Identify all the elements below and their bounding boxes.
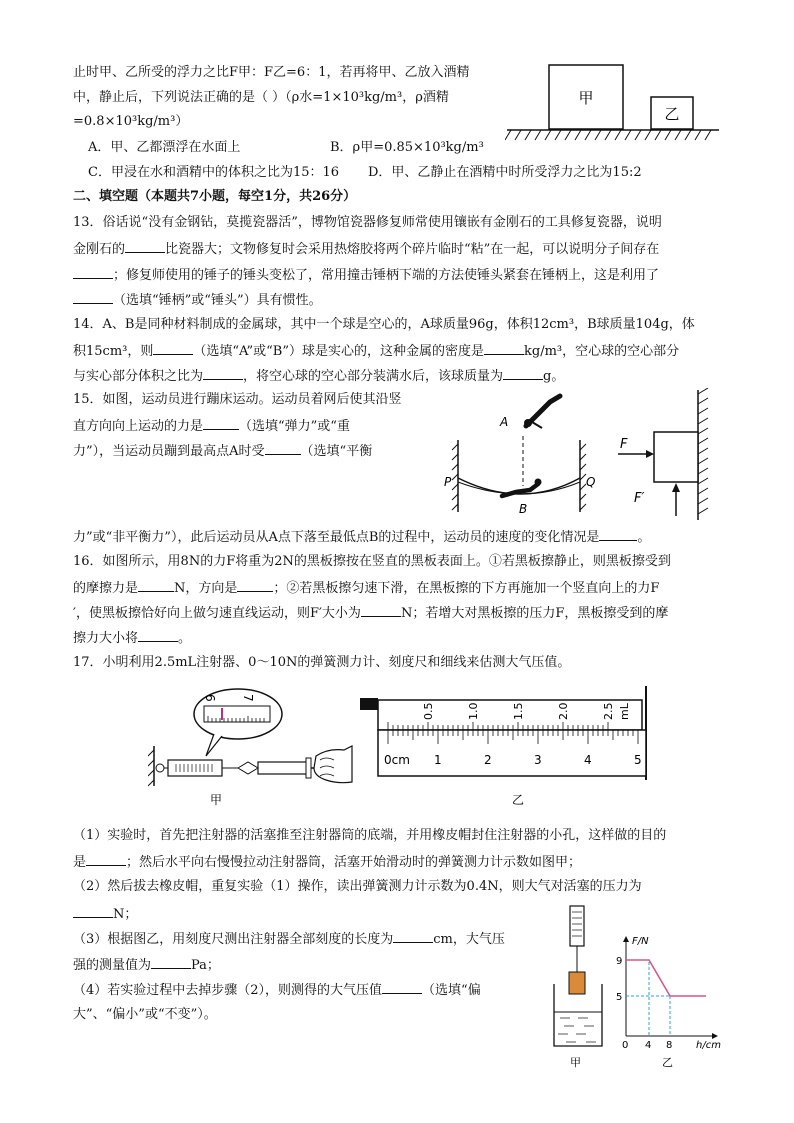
q12-line3: =0.8×10³kg/m³）	[73, 114, 189, 129]
ml-tick-2-0: 2.0	[557, 702, 570, 720]
q17-part4-line1: （4）若实验过程中去掉步骤（2），则测得的大气压值 （选填“偏	[73, 980, 481, 1000]
point-a-label: A	[500, 415, 509, 429]
q14-line1: 14．A、B是同种材料制成的金属球，其中一个球是空心的，A球质量96g，体积12cm³，B球质量104g，体	[73, 317, 695, 332]
q13-line3: ；修复师使用的锤子的锤头变松了，常用撞击锤柄下端的方法使锤头紧套在锤柄上，这是利用了	[73, 265, 659, 285]
ruler-label-3: 3	[534, 753, 542, 767]
ruler-label-5: 5	[634, 753, 642, 767]
q17-blank4[interactable]	[151, 955, 191, 969]
q16-blank1[interactable]	[138, 578, 174, 592]
ruler-label-1: 1	[434, 753, 442, 767]
point-b-label: B	[519, 502, 528, 516]
q15-line1: 15．如图，运动员进行蹦床运动。运动员着网后使其沿竖	[73, 392, 402, 407]
q12-option-d: D．甲、乙静止在酒精中时所受浮力之比为15:2	[368, 165, 642, 180]
q12-line1: 止时甲、乙所受的浮力之比F甲：F乙=6：1，若再将甲、乙放入酒精	[73, 65, 470, 80]
ml-tick-1-0: 1.0	[467, 702, 480, 720]
q12-blocks-figure	[505, 64, 721, 146]
q17-blank3[interactable]	[393, 929, 433, 943]
figure-jia-caption: 甲	[210, 793, 223, 807]
graph-x-tick-0: 0	[622, 1040, 629, 1051]
graph-fig-yi-caption: 乙	[662, 1056, 673, 1069]
q13-blank3[interactable]	[73, 290, 113, 304]
q16-line1: 16．如图所示，用8N的力F将重为2N的黑板擦按在竖直的黑板表面上。①若黑板擦静止，则黑板擦受到	[73, 554, 671, 569]
q16-line3: ′，使黑板擦恰好向上做匀速直线运动，则F′大小为 N；若增大对黑板擦的压力F，黑板擦受到的摩	[73, 603, 668, 623]
q12-option-c: C．甲浸在水和酒精中的体积之比为15：16	[88, 165, 340, 180]
q13-line2: 金刚石的 比瓷器大；文物修复时会采用热熔胶将两个碎片临时“粘”在一起，可以说明分子间存在	[73, 239, 659, 259]
q16-blank3[interactable]	[361, 603, 401, 617]
q17-blank5[interactable]	[382, 980, 422, 994]
figure-yi-caption: 乙	[512, 793, 525, 806]
graph-x-axis-label: h/cm	[696, 1040, 721, 1051]
q17-blank2[interactable]	[73, 904, 113, 918]
q17-part1-line2: 是 ；然后水平向右慢慢拉动注射器筒，活塞开始滑动时的弹簧测力计示数如图甲；	[73, 852, 581, 872]
ruler-label-0cm: 0cm	[384, 753, 410, 767]
ml-tick-1-5: 1.5	[512, 702, 525, 720]
graph-y-tick-9: 9	[616, 956, 623, 967]
q17-part4-line2: 大”、“偏小”或“不变”）。	[73, 1007, 217, 1022]
q15-blank2[interactable]	[265, 441, 301, 455]
block-jia-label: 甲	[578, 89, 594, 107]
q14-blank4[interactable]	[503, 366, 543, 380]
q13-blank2[interactable]	[73, 265, 113, 279]
gauge-label-6: 6	[203, 694, 217, 702]
q13-blank1[interactable]	[125, 239, 165, 253]
q14-line2: 积15cm³，则 （选填“A”或“B”）球是实心的，这种金属的密度是 kg/m³，空心球的空心部分	[73, 341, 679, 361]
q15-blank3[interactable]	[599, 527, 637, 541]
q17-part2-line2: N；	[73, 904, 137, 924]
q17-intro: 17．小明利用2.5mL注射器、0～10N的弹簧测力计、刻度尺和细线来估测大气压值。	[73, 655, 571, 670]
point-p-label: P	[444, 475, 452, 489]
q16-blank4[interactable]	[138, 628, 178, 642]
q16-line2: 的摩擦力是 N，方向是 ；②若黑板擦匀速下滑，在黑板擦的下方再施加一个竖直向上的力F	[73, 578, 659, 598]
q17-part3-line1: （3）根据图乙，用刻度尺测出注射器全部刻度的长度为 cm，大气压	[73, 929, 505, 949]
q17-part1-line1: （1）实验时，首先把注射器的活塞推至注射器筒的底端，并用橡皮帽封住注射器的小孔，这样做的目的	[73, 828, 667, 843]
graph-x-tick-4: 4	[645, 1040, 652, 1051]
q17-blank1[interactable]	[86, 852, 126, 866]
q17-figure-yi	[358, 684, 658, 806]
q14-blank2[interactable]	[484, 341, 524, 355]
graph-fig-jia-caption: 甲	[570, 1056, 581, 1069]
q14-blank3[interactable]	[203, 366, 243, 380]
section-2-title: 二、填空题（本题共7小题，每空1分，共26分）	[73, 189, 357, 204]
q14-blank1[interactable]	[153, 341, 193, 355]
q15-line2: 直方向向上运动的力是 （选填“弹力”或“重	[73, 416, 350, 436]
ruler-label-2: 2	[484, 753, 492, 767]
graph-y-axis-label: F/N	[632, 936, 649, 947]
q16-blank2[interactable]	[237, 578, 273, 592]
block-yi-label: 乙	[664, 105, 680, 123]
q13-line4: （选填“锤柄”或“锤头”）具有惯性。	[73, 290, 322, 310]
blackboard-eraser-figure	[614, 388, 714, 522]
q15-blank1[interactable]	[203, 416, 239, 430]
q15-line4: 力”或“非平衡力”），此后运动员从A点下落至最低点B的过程中，运动员的速度的变化情况是 。	[73, 527, 650, 547]
ruler-label-4: 4	[584, 753, 592, 767]
ml-unit: mL	[618, 703, 631, 720]
q13-line1: 13．俗话说“没有金钢钻，莫揽瓷器活”，博物馆瓷器修复师常使用镶嵌有金刚石的工具修复瓷器，说明	[73, 215, 662, 230]
q12-option-b: B．ρ甲=0.85×10³kg/m³	[330, 140, 484, 155]
ml-tick-0-5: 0.5	[422, 702, 435, 720]
point-q-label: Q	[586, 475, 596, 489]
q12-line2: 中，静止后，下列说法正确的是（ ）（ρ水=1×10³kg/m³，ρ酒精	[73, 90, 449, 105]
q14-line3: 与实心部分体积之比为 ，将空心球的空心部分装满水后，该球质量为 g。	[73, 366, 564, 386]
force-f-prime-label: F′	[634, 491, 645, 506]
graph-x-tick-8: 8	[666, 1040, 673, 1051]
q17-part2-line1: （2）然后拔去橡皮帽，重复实验（1）操作，读出弹簧测力计示数为0.4N，则大气对活塞的压力为	[73, 879, 642, 894]
q15-line3: 力”），当运动员蹦到最高点A时受 （选填“平衡	[73, 441, 372, 461]
q16-line4: 擦力大小将 。	[73, 628, 191, 648]
gauge-label-7: 7	[241, 694, 255, 702]
force-f-label: F	[620, 437, 628, 452]
q17-figure-jia	[148, 686, 354, 808]
graph-f-curve	[626, 960, 706, 996]
q17-part3-line2: 强的测量值为 Pa；	[73, 955, 220, 975]
ml-tick-2-5: 2.5	[602, 702, 615, 720]
buoyancy-figure	[546, 900, 726, 1070]
trampoline-figure	[442, 392, 600, 516]
graph-y-tick-5: 5	[616, 992, 623, 1003]
q12-option-a: A．甲、乙都漂浮在水面上	[88, 140, 241, 155]
